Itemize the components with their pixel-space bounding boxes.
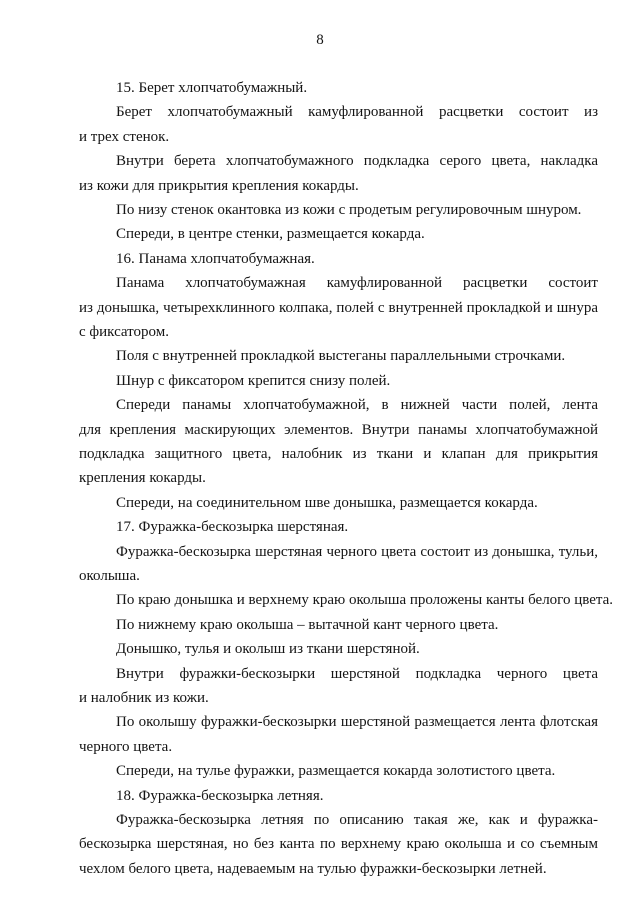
text-line: и налобник из кожи. bbox=[79, 690, 209, 707]
paragraph bbox=[79, 393, 598, 491]
paragraph bbox=[79, 491, 598, 515]
document-body bbox=[79, 76, 614, 881]
paragraph bbox=[79, 247, 598, 271]
paragraph bbox=[79, 515, 598, 539]
text-line: Фуражка-бескозырка летняя по описанию такая же, как и фуражка- bbox=[116, 812, 598, 829]
text-line: Спереди, на соединительном шве донышка, размещается кокарда. bbox=[116, 494, 538, 511]
paragraph bbox=[79, 271, 598, 344]
text-line: для крепления маскирующих элементов. Внутри панамы хлопчатобумажной bbox=[79, 421, 598, 438]
text-line: из донышка, четырехклинного колпака, полей с внутренней прокладкой и шнура bbox=[79, 299, 598, 316]
text-line: 18. Фуражка-бескозырка летняя. bbox=[116, 787, 324, 804]
paragraph bbox=[79, 784, 598, 808]
text-line: Спереди панамы хлопчатобумажной, в нижней части полей, лента bbox=[116, 397, 598, 414]
text-line: Донышко, тулья и околыш из ткани шерстяной. bbox=[116, 641, 420, 658]
text-line: и трех стенок. bbox=[79, 128, 170, 145]
text-line: бескозырка шерстяная, но без канта по верхнему краю околыша и со съемным bbox=[79, 836, 598, 853]
text-line: Берет хлопчатобумажный камуфлированной расцветки состоит из bbox=[116, 104, 598, 121]
paragraph bbox=[79, 344, 598, 368]
paragraph bbox=[79, 637, 598, 661]
text-line: околыша. bbox=[79, 568, 140, 584]
paragraph bbox=[79, 662, 598, 711]
text-line: По околышу фуражки-бескозырки шерстяной размещается лента флотская bbox=[116, 714, 598, 731]
text-line: 15. Берет хлопчатобумажный. bbox=[116, 80, 308, 96]
paragraph bbox=[79, 100, 598, 149]
text-line: Внутри берета хлопчатобумажного подкладка серого цвета, накладка bbox=[116, 153, 598, 170]
paragraph bbox=[79, 198, 598, 222]
text-line: Внутри фуражки-бескозырки шерстяной подкладка черного цвета bbox=[116, 665, 598, 682]
paragraph bbox=[79, 149, 598, 198]
paragraph bbox=[79, 222, 598, 246]
text-line: 17. Фуражка-бескозырка шерстяная. bbox=[116, 519, 349, 536]
text-line: из кожи для прикрытия крепления кокарды. bbox=[79, 177, 359, 194]
paragraph bbox=[79, 710, 598, 759]
paragraph bbox=[79, 613, 598, 637]
text-line: По краю донышка и верхнему краю околыша проложены канты белого цвета. bbox=[116, 592, 614, 609]
text-line: Панама хлопчатобумажная камуфлированной расцветки состоит bbox=[116, 275, 598, 292]
paragraph bbox=[79, 588, 614, 612]
paragraph bbox=[79, 76, 598, 100]
text-line: Поля с внутренней прокладкой выстеганы параллельными строчками. bbox=[116, 348, 566, 365]
text-line: Фуражка-бескозырка шерстяная черного цвета состоит из донышка, тульи, bbox=[116, 543, 598, 560]
text-line: черного цвета. bbox=[79, 738, 173, 755]
paragraph bbox=[79, 759, 598, 783]
text-line: По нижнему краю околыша – вытачной кант черного цвета. bbox=[116, 616, 499, 633]
page-number: 8 bbox=[316, 32, 324, 48]
paragraph bbox=[79, 540, 598, 589]
text-line: 16. Панама хлопчатобумажная. bbox=[116, 250, 315, 267]
text-line: По низу стенок окантовка из кожи с продетым регулировочным шнуром. bbox=[116, 202, 582, 218]
text-line: подкладка защитного цвета, налобник из ткани и клапан для прикрытия bbox=[79, 446, 598, 462]
text-line: чехлом белого цвета, надеваемым на тулью фуражки-бескозырки летней. bbox=[79, 860, 547, 877]
text-line: с фиксатором. bbox=[79, 324, 169, 340]
text-line: Спереди, в центре стенки, размещается кокарда. bbox=[116, 226, 425, 243]
paragraph bbox=[79, 369, 598, 393]
text-line: Шнур с фиксатором крепится снизу полей. bbox=[116, 372, 391, 389]
paragraph bbox=[79, 808, 598, 881]
text-line: крепления кокарды. bbox=[79, 470, 206, 487]
text-line: Спереди, на тулье фуражки, размещается кокарда золотистого цвета. bbox=[116, 763, 556, 780]
